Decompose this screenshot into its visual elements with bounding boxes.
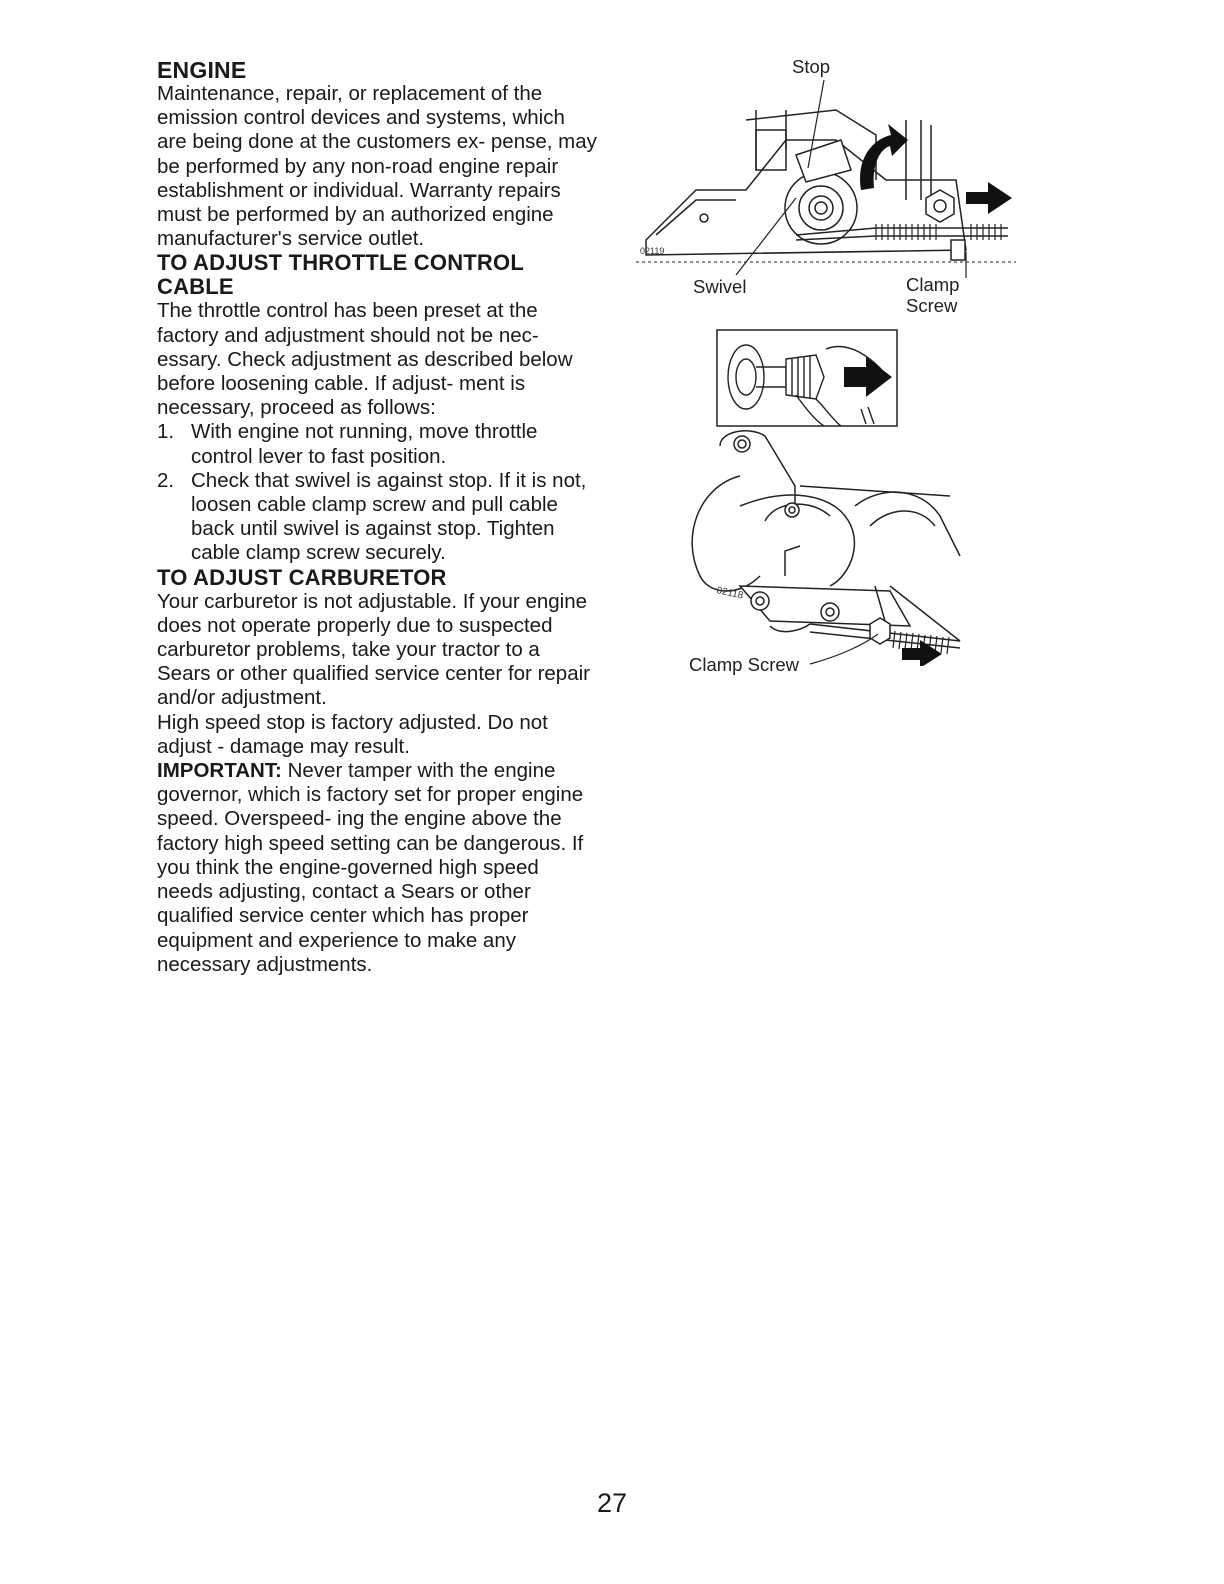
important-paragraph [157, 759, 597, 977]
label-screw: Screw [906, 295, 958, 316]
figure-throttle-swivel [636, 80, 1016, 280]
label-stop: Stop [792, 56, 831, 77]
throttle-steps [157, 420, 597, 565]
inset-knob-illustration [716, 329, 898, 427]
figure-clamp-screw [680, 426, 980, 666]
throttle-heading: TO ADJUST THROTTLE CONTROL CABLE [157, 250, 524, 300]
carburetor-heading: TO ADJUST CARBURETOR [157, 564, 447, 590]
engine-paragraph: Maintenance, repair, or replacement of the emission control devices and systems, which are being done at the customers ex- pense, may be performed by any non-road engine repair establishment or individual. Warranty repairs must be performed by an authorized engine manufacturer's service outlet. [157, 82, 597, 251]
figure1-code: 02119 [640, 246, 665, 256]
page-number: 27 [596, 1488, 628, 1518]
important-text: Never tamper with the engine governor, which is factory set for proper engine speed. Overspeed- ing the engine above the factory high speed setting can be dangerous. If you think the engine-governed high speed needs adjusting, contact a Sears or other qualified service center which has proper equipment and experience to make any necessary adjustments. [157, 759, 584, 976]
clamp-screw-illustration [680, 426, 980, 666]
important-label: IMPORTANT: [157, 759, 282, 783]
step-2: 2. Check that swivel is against stop. If it is not, loosen cable clamp screw and pull cable back until swivel is against stop. Tighten cable clamp screw securely. [157, 468, 587, 565]
label-swivel: Swivel [693, 276, 747, 297]
throttle-intro: The throttle control has been preset at the factory and adjustment should not be nec- essary. Check adjustment as described below before loosening cable. If adjust- ment is necessary, proceed as follows: [157, 299, 573, 420]
carburetor-paragraph-1: Your carburetor is not adjustable. If your engine does not operate properly due to suspected carburetor problems, take your tractor to a Sears or other qualified service center for repair and/or adjustment. [157, 589, 590, 710]
throttle-swivel-illustration [636, 80, 1016, 280]
figure2-code: 02118 [715, 585, 745, 602]
step-1: 1. With engine not running, move throttle control lever to fast position. [157, 420, 538, 468]
figure-inset-detail [716, 329, 898, 427]
carburetor-paragraph-2: High speed stop is factory adjusted. Do not adjust - damage may result. [157, 710, 548, 758]
engine-heading: ENGINE [157, 57, 247, 83]
text-column [157, 58, 597, 977]
label-clamp: Clamp [906, 274, 960, 295]
label-clamp-screw: Clamp Screw [689, 654, 799, 675]
